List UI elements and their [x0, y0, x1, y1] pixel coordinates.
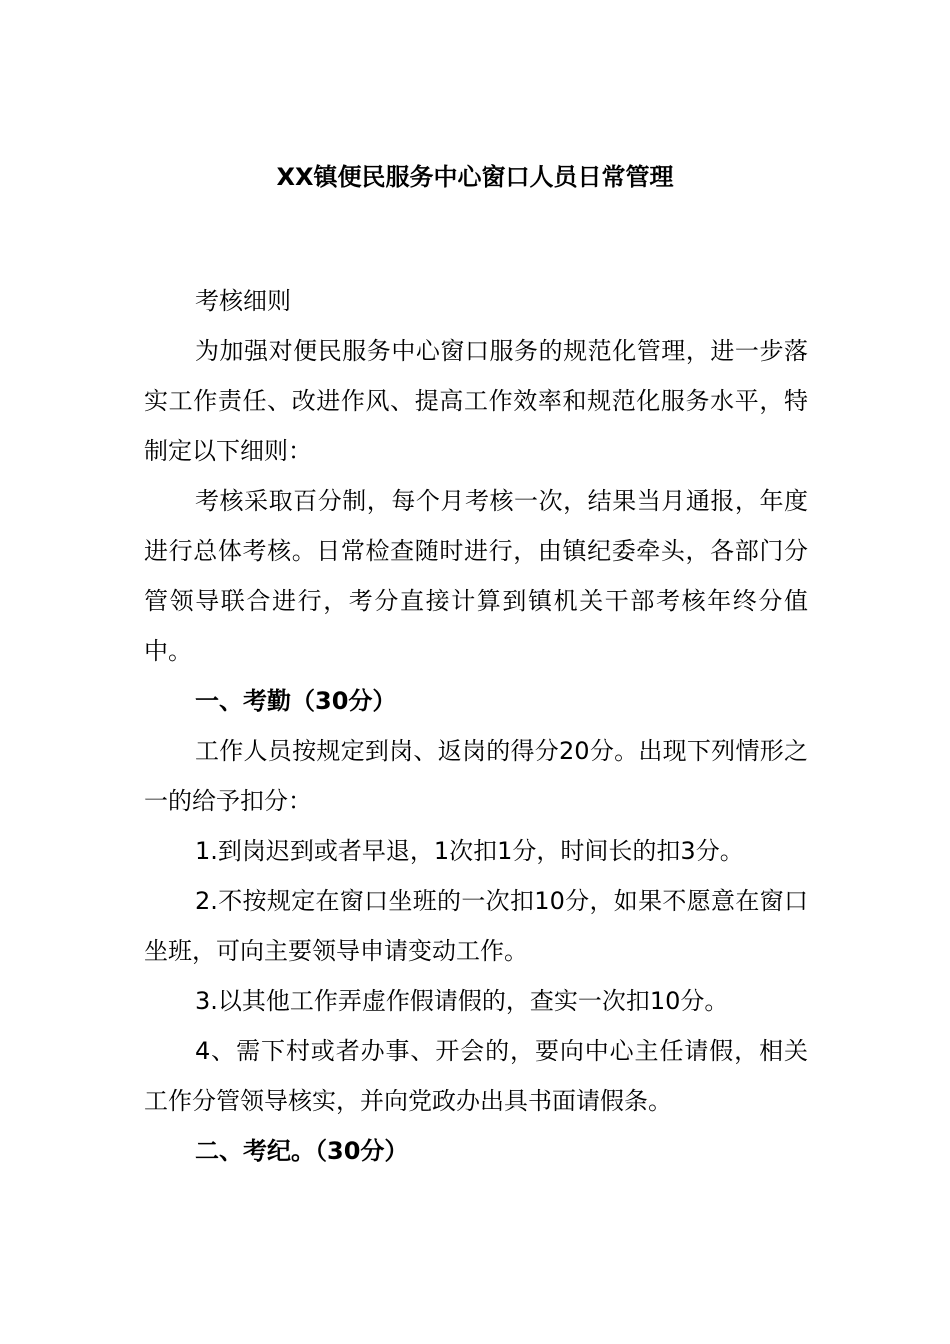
paragraph-attendance-intro: 工作人员按规定到岗、返岗的得分20分。出现下列情形之一的给予扣分：: [144, 737, 808, 815]
paragraph-assessment-rules: 考核细则: [195, 287, 291, 315]
list-item-window-duty: 2.不按规定在窗口坐班的一次扣10分，如果不愿意在窗口坐班，可向主要领导申请变动工作。: [144, 887, 808, 965]
paragraph-scoring-method: 考核采取百分制，每个月考核一次，结果当月通报，年度进行总体考核。日常检查随时进行，由镇纪委牵头，各部门分管领导联合进行，考分直接计算到镇机关干部考核年终分值中。: [144, 487, 808, 665]
section-heading-attendance: 一、考勤（30分）: [195, 687, 397, 715]
document-body: [144, 276, 808, 1176]
document-title: XX镇便民服务中心窗口人员日常管理: [276, 163, 674, 191]
paragraph-purpose: 为加强对便民服务中心窗口服务的规范化管理，进一步落实工作责任、改进作风、提高工作效率和规范化服务水平，特制定以下细则：: [144, 337, 808, 465]
list-item-false-leave: 3.以其他工作弄虚作假请假的，查实一次扣10分。: [195, 987, 729, 1015]
list-item-leave-request: 4、需下村或者办事、开会的，要向中心主任请假，相关工作分管领导核实，并向党政办出具书面请假条。: [144, 1037, 808, 1115]
list-item-late-early: 1.到岗迟到或者早退，1次扣1分，时间长的扣3分。: [195, 837, 744, 865]
section-heading-discipline: 二、考纪。（30分）: [195, 1137, 409, 1165]
